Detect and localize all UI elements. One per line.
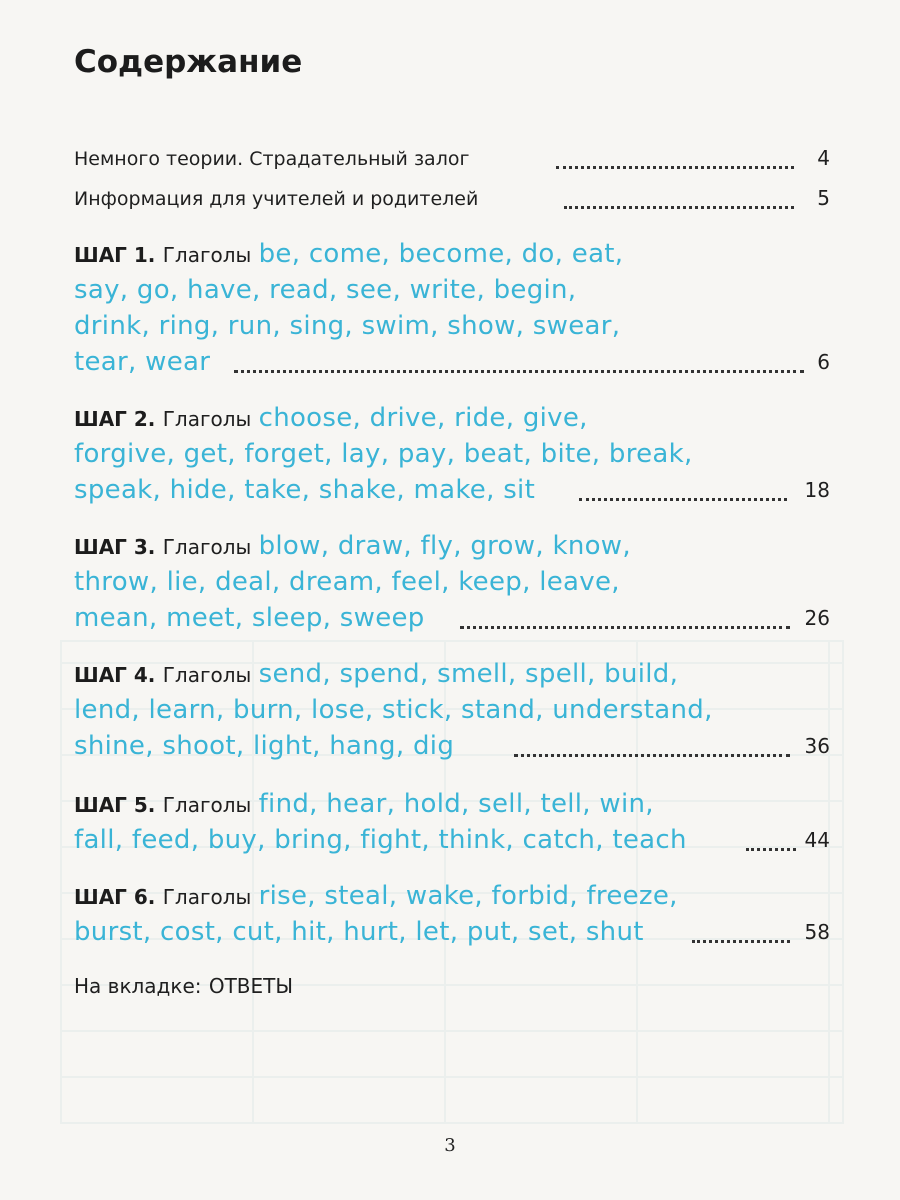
verb-list: shine, shoot, light, hang, dig xyxy=(74,731,455,761)
dot-leader xyxy=(579,496,787,501)
verb-list: tear, wear xyxy=(74,347,211,377)
verb-list: blow, draw, fly, grow, know, xyxy=(258,531,631,561)
toc-entry-title: Информация для учителей и родителей xyxy=(74,188,479,210)
toc-page-number: 18 xyxy=(804,478,830,502)
verb-list: rise, steal, wake, forbid, freeze, xyxy=(258,881,678,911)
verb-list: say, go, have, read, see, write, begin, xyxy=(74,275,577,305)
verb-list: find, hear, hold, sell, tell, win, xyxy=(258,789,654,819)
step-1-line-4 xyxy=(74,344,830,380)
step-word: Глаголы xyxy=(162,407,252,431)
step-3-line-3 xyxy=(74,600,830,636)
dot-leader xyxy=(556,164,794,169)
step-4-line-3 xyxy=(74,728,830,764)
dot-leader xyxy=(514,752,790,757)
verb-list: be, come, become, do, eat, xyxy=(258,239,624,269)
step-5-line-1[interactable] xyxy=(74,786,830,822)
verb-list: burst, cost, cut, hit, hurt, let, put, set, shut xyxy=(74,917,644,947)
step-1-line-1[interactable] xyxy=(74,236,830,272)
step-label: ШАГ 5. xyxy=(74,793,156,817)
toc-page-number: 5 xyxy=(817,186,830,210)
insert-label: На вкладке: xyxy=(74,974,202,998)
step-2-line-1[interactable] xyxy=(74,400,830,436)
dot-leader xyxy=(234,368,804,373)
step-4-line-1[interactable] xyxy=(74,656,830,692)
step-word: Глаголы xyxy=(162,793,252,817)
verb-list: forgive, get, forget, lay, pay, beat, bite, break, xyxy=(74,439,693,469)
step-word: Глаголы xyxy=(162,885,252,909)
toc-page-number: 26 xyxy=(804,606,830,630)
verb-list: mean, meet, sleep, sweep xyxy=(74,603,425,633)
verb-list: fall, feed, buy, bring, fight, think, catch, teach xyxy=(74,825,687,855)
toc-page-number: 6 xyxy=(817,350,830,374)
step-6-line-1[interactable] xyxy=(74,878,830,914)
dot-leader xyxy=(460,624,790,629)
verb-list: drink, ring, run, sing, swim, show, swear, xyxy=(74,311,621,341)
step-3-line-2 xyxy=(74,564,830,600)
toc-entry-title: Немного теории. Страдательный залог xyxy=(74,148,470,170)
step-1-line-3 xyxy=(74,308,830,344)
insert-value: ОТВЕТЫ xyxy=(208,974,294,998)
step-word: Глаголы xyxy=(162,663,252,687)
step-word: Глаголы xyxy=(162,243,252,267)
dot-leader xyxy=(692,938,790,943)
step-label: ШАГ 4. xyxy=(74,663,156,687)
step-label: ШАГ 1. xyxy=(74,243,156,267)
toc-entry-theory[interactable] xyxy=(74,140,830,176)
step-label: ШАГ 2. xyxy=(74,407,156,431)
contents-heading: Содержание xyxy=(74,44,303,80)
dot-leader xyxy=(564,204,794,209)
toc-page-number: 36 xyxy=(804,734,830,758)
step-label: ШАГ 3. xyxy=(74,535,156,559)
verb-list: throw, lie, deal, dream, feel, keep, leave, xyxy=(74,567,620,597)
insert-answers-line[interactable] xyxy=(74,968,830,1004)
toc-page-number: 4 xyxy=(817,146,830,170)
step-1-line-2 xyxy=(74,272,830,308)
step-2-line-3 xyxy=(74,472,830,508)
page-number: 3 xyxy=(444,1135,456,1156)
step-4-line-2 xyxy=(74,692,830,728)
verb-list: lend, learn, burn, lose, stick, stand, understand, xyxy=(74,695,713,725)
toc-page-number: 58 xyxy=(804,920,830,944)
verb-list: speak, hide, take, shake, make, sit xyxy=(74,475,536,505)
verb-list: choose, drive, ride, give, xyxy=(258,403,588,433)
toc-page-number: 44 xyxy=(804,828,830,852)
step-word: Глаголы xyxy=(162,535,252,559)
step-5-line-2 xyxy=(74,822,830,858)
verb-list: send, spend, smell, spell, build, xyxy=(258,659,679,689)
step-2-line-2 xyxy=(74,436,830,472)
toc-entry-info[interactable] xyxy=(74,180,830,216)
step-3-line-1[interactable] xyxy=(74,528,830,564)
step-6-line-2 xyxy=(74,914,830,950)
step-label: ШАГ 6. xyxy=(74,885,156,909)
dot-leader xyxy=(746,846,796,851)
